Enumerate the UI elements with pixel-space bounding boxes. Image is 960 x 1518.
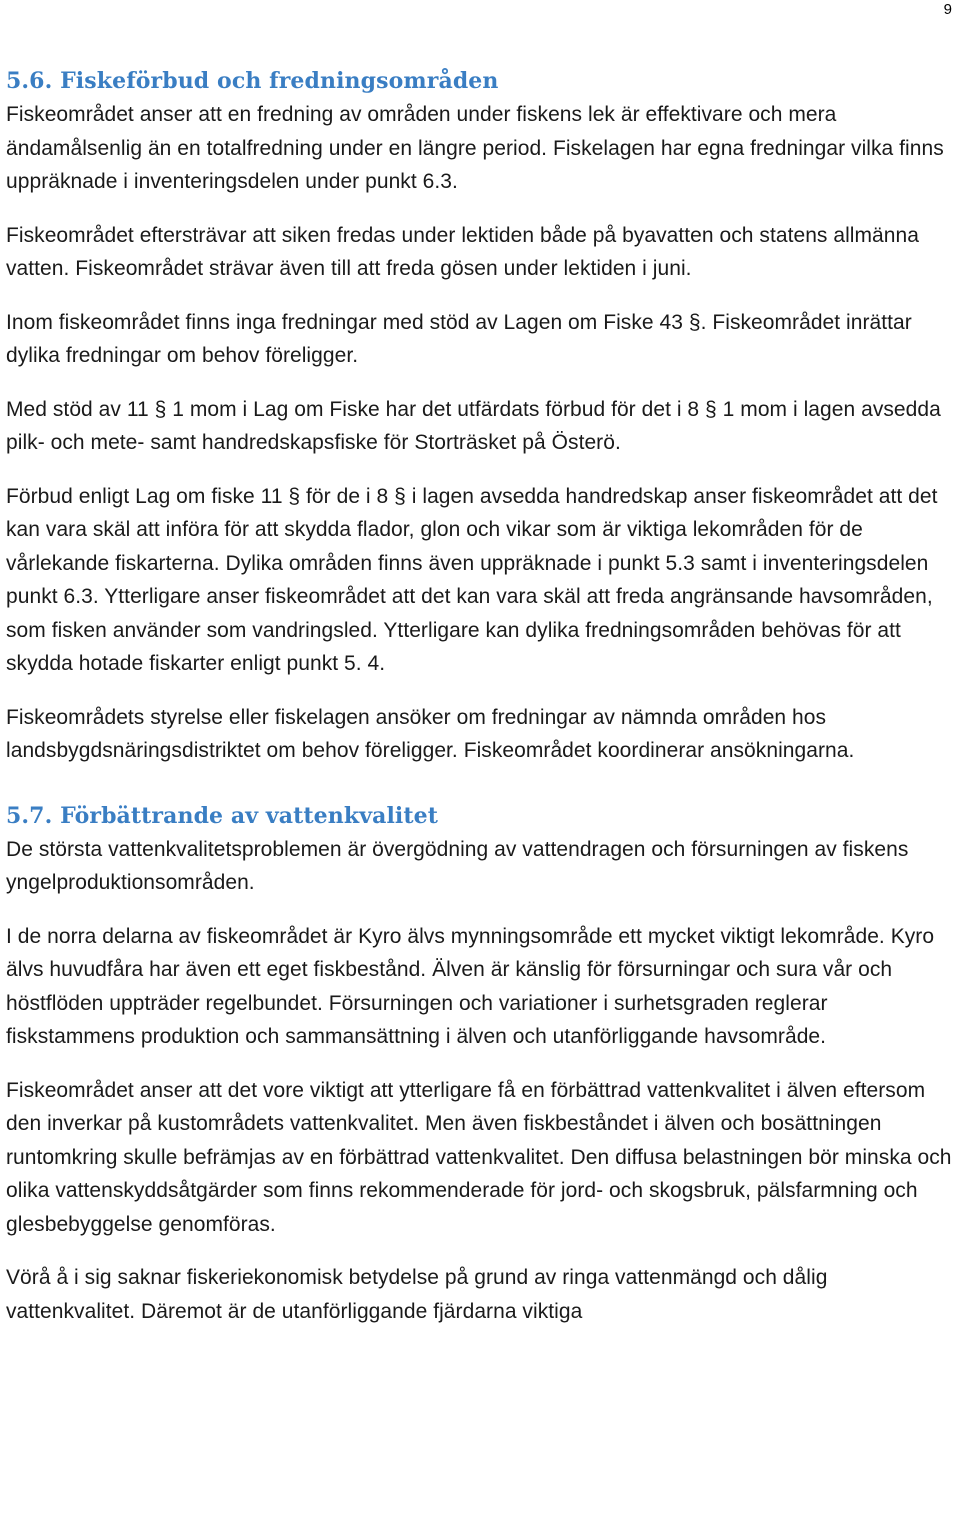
section-heading: 5.7. Förbättrande av vattenkvalitet: [6, 802, 438, 829]
paragraph: Fiskeområdet anser att det vore viktigt att ytterligare få en förbättrad vattenkvalitet i älven eftersom den inverkar på kustområdets vattenkvalitet. Men även fiskbeståndet i älven och bosättningen runtomkring skulle befrämjas av en förbättrad vattenkvalitet. Den diffusa belastningen bör minska och olika vattenskyddsåtgärder som finns rekommenderade för jord- och skogsbruk, pälsfarmning och glesbebyggelse genomföras.: [6, 1078, 952, 1236]
section-heading: 5.6. Fiskeförbud och fredningsområden: [6, 68, 499, 94]
section-fiskeforbud: [6, 64, 958, 768]
paragraph: Med stöd av 11 § 1 mom i Lag om Fiske har det utfärdats förbud för det i 8 § 1 mom i lagen avsedda pilk- och mete- samt handredskapsfiske för Storträsket på Österö.: [6, 397, 941, 454]
page-number: 9: [943, 1, 952, 18]
section-vattenkvalitet: [6, 799, 958, 1329]
paragraph: Inom fiskeområdet finns inga fredningar med stöd av Lagen om Fiske 43 §. Fiskeområdet inrättar dylika fredningar om behov föreligger.: [6, 310, 912, 367]
paragraph: Fiskeområdet eftersträvar att siken fredas under lektiden både på byavatten och statens allmänna vatten. Fiskeområdet strävar även till att freda gösen under lektiden i juni.: [6, 223, 919, 280]
paragraph: I de norra delarna av fiskeområdet är Kyro älvs mynningsområde ett mycket viktigt lekområde. Kyro älvs huvudfåra har även ett eget fiskbestånd. Älven är känslig för försurningar och sura vår och höstflöden uppträder regelbundet. Försurningen och variationer i surhetsgraden reglerar fiskstammens produktion och sammansättning i älven och utanförliggande havsområde.: [6, 924, 935, 1048]
paragraph: Fiskeområdet anser att en fredning av områden under fiskens lek är effektivare och mera ändamålsenlig än en totalfredning under en längre period. Fiskelagen har egna fredningar vilka finns uppräknade i inventeringsdelen under punkt 6.3.: [6, 103, 944, 193]
paragraph: Förbud enligt Lag om fiske 11 § för de i 8 § i lagen avsedda handredskap anser fiskeområdet att det kan vara skäl att införa för att skydda flador, glon och vikar som är viktiga lekområden för de vårlekande fiskarterna. Dylika områden finns även uppräknade i punkt 5.3 samt i inventeringsdelen punkt 6.3. Ytterligare anser fiskeområdet att det kan vara skäl att freda angränsande havsområden, som fisken använder som vandringsled. Ytterligare kan dylika fredningsområden behövas för att skydda hotade fiskarter enligt punkt 5. 4.: [6, 484, 938, 675]
paragraph: Fiskeområdets styrelse eller fiskelagen ansöker om fredningar av nämnda områden hos landsbygdsnäringsdistriktet om behov föreligger. Fiskeområdet koordinerar ansökningarna.: [6, 705, 855, 762]
paragraph: De största vattenkvalitetsproblemen är övergödning av vattendragen och försurningen av fiskens yngelproduktionsområden.: [6, 837, 909, 894]
document-body: [6, 64, 958, 1328]
paragraph: Vörå å i sig saknar fiskeriekonomisk betydelse på grund av ringa vattenmängd och dålig vattenkvalitet. Däremot är de utanförliggande fjärdarna viktiga: [6, 1266, 828, 1323]
